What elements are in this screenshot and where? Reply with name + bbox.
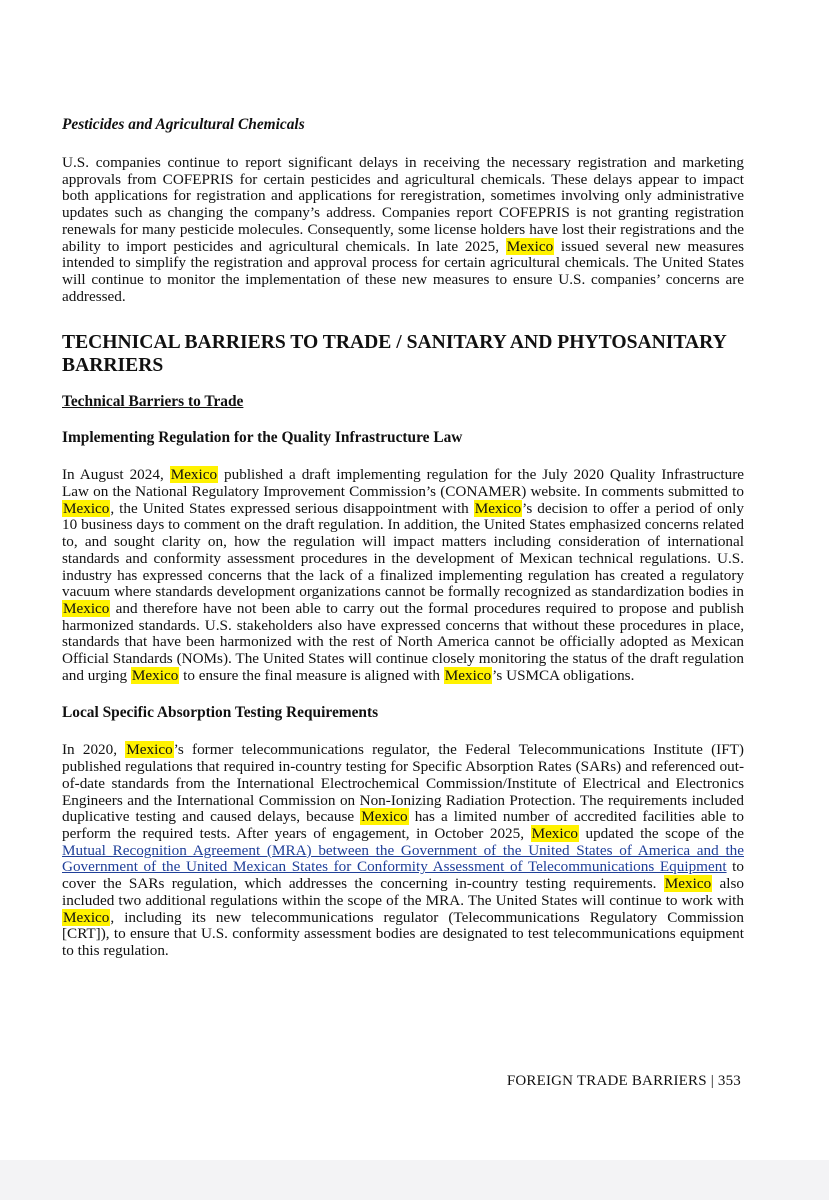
highlight-mexico: Mexico — [664, 875, 712, 893]
paragraph-quality-infrastructure — [62, 467, 744, 684]
highlight-mexico: Mexico — [444, 666, 492, 684]
highlight-mexico: Mexico — [63, 908, 110, 926]
highlight-mexico: Mexico — [170, 466, 218, 484]
highlight-mexico: Mexico — [361, 808, 408, 826]
text-run: also included two additional regulations within the scope of the MRA. The United States will continue to work with — [62, 875, 744, 909]
mra-agreement-link[interactable]: Mutual Recognition Agreement (MRA) between the Government of the United States of America and the Government of the United Mexican States for Conformity Assessment of Telecommunications Equipment — [62, 841, 744, 876]
text-run: published a draft implementing regulation for the July 2020 Quality Infrastructure Law on the National Regulatory Improvement Commission’s (CONAMER) website. In comments submitted to — [62, 466, 744, 501]
text-run: In August 2024, — [62, 466, 170, 484]
section-heading-pesticides: Pesticides and Agricultural Chemicals — [62, 116, 305, 133]
paragraph-pesticides — [62, 155, 744, 305]
highlight-mexico: Mexico — [474, 499, 522, 517]
text-run: , including its new telecommunications regulator (Telecommunications Regulatory Commission [CRT]), to ensure that U.S. conformity assessment bodies are designated to test telecommunications equipment to this regulation. — [62, 908, 744, 959]
text-run: , the United States expressed serious disappointment with — [110, 499, 474, 517]
page-footer: FOREIGN TRADE BARRIERS | 353 — [506, 1073, 741, 1089]
text-run: issued several new measures intended to simplify the registration and approval process for certain agricultural chemicals. The United States will continue to monitor the implementation of these new measures to ensure U.S. companies’ concerns are addressed. — [62, 237, 744, 305]
highlight-mexico: Mexico — [131, 666, 179, 684]
text-run: has a limited number of accredited facilities able to perform the required tests. After years of engagement, in October 2025, — [62, 808, 744, 842]
highlight-mexico: Mexico — [63, 599, 110, 617]
page-content — [62, 110, 744, 960]
heading-quality-infrastructure: Implementing Regulation for the Quality Infrastructure Law — [62, 429, 463, 447]
text-run: U.S. companies continue to report significant delays in receiving the necessary registration and marketing approvals from COFEPRIS for certain pesticides and agricultural chemicals. These delays appear to impact both applications for registration and applications for reregistration, sometimes involving only administrative updates such as changing the company’s address. Companies report COFEPRIS is not granting registration renewals for many pesticide molecules. Consequently, some license holders have lost their registrations and the ability to import pesticides and agricultural chemicals. In late 2025, — [62, 154, 744, 255]
text-run: ’s decision to offer a period of only 10 business days to comment on the draft regulation. In addition, the United States emphasized concerns related to, and sought clarity on, how the regulation will impact matters including consideration of international standards and conformity assessment procedures in the development of Mexican technical regulations. U.S. industry has expressed concerns that the lack of a finalized implementing regulation has created a regulatory vacuum where standards development organizations cannot be formally recognized as standardization bodies in — [62, 499, 744, 601]
text-run: In 2020, — [62, 741, 126, 759]
section-heading-tbt: TECHNICAL BARRIERS TO TRADE / SANITARY AND PHYTOSANITARY BARRIERS — [62, 332, 727, 377]
highlight-mexico: Mexico — [126, 741, 173, 759]
highlight-mexico: Mexico — [506, 237, 554, 255]
heading-sar-testing: Local Specific Absorption Testing Requirements — [62, 704, 379, 722]
text-run: ’s USMCA obligations. — [492, 666, 635, 684]
highlight-mexico: Mexico — [531, 824, 578, 842]
text-run: updated the scope of the — [578, 824, 744, 842]
highlight-mexico: Mexico — [63, 499, 110, 517]
subheading-tbt: Technical Barriers to Trade — [62, 393, 244, 411]
text-run: ’s former telecommunications regulator, the Federal Telecommunications Institute (IFT) published regulations that required in-country testing for Specific Absorption Rates (SARs) and referenced out-of-date standards from the International Electrochemical Commission/Institute of Electrical and Electronics Engineers and the International Commission on Non-Ionizing Radiation Protection. The requirements included duplicative testing and caused delays, because — [62, 741, 744, 826]
paragraph-sar-testing — [62, 742, 744, 959]
text-run: to ensure the final measure is aligned with — [179, 666, 444, 684]
text-run: to cover the SARs regulation, which addresses the concerning in-country testing requirements. — [62, 858, 744, 893]
text-run: and therefore have not been able to carry out the formal procedures required to propose and publish harmonized standards. U.S. stakeholders also have expressed concerns that without these procedures in place, standards that have been harmonized with the rest of North America cannot be officially adopted as Mexican Official Standards (NOMs). The United States will continue closely monitoring the status of the draft regulation and urging — [62, 599, 744, 684]
